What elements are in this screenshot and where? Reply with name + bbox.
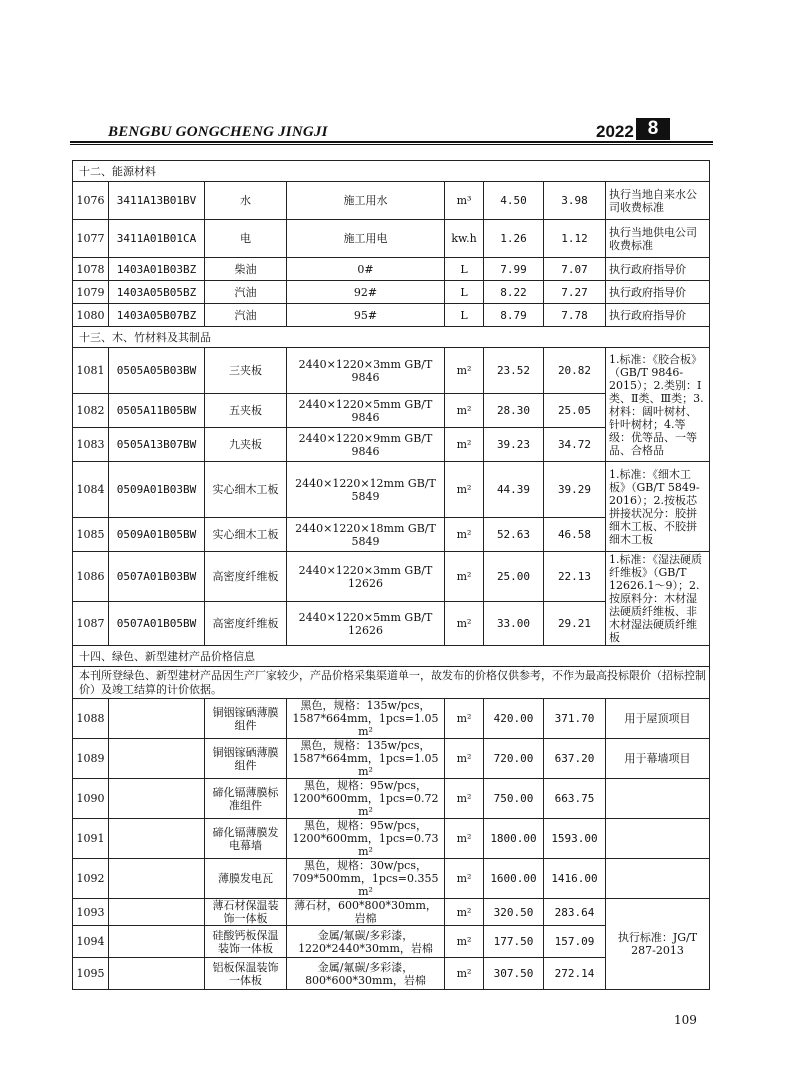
row-name: 实心细木工板 [205, 462, 287, 518]
table-row [73, 739, 710, 779]
row-name: 五夹板 [205, 394, 287, 428]
row-price-tax: 1600.00 [484, 859, 544, 899]
row-spec: 黑色，规格：95w/pcs，1200*600mm，1pcs=0.72 m² [287, 779, 445, 819]
row-unit: m² [445, 462, 484, 518]
row-unit: m² [445, 699, 484, 739]
section-row [73, 646, 710, 667]
row-spec: 金属/氟碳/多彩漆，800*600*30mm，岩棉 [287, 958, 445, 990]
row-price-notax: 25.05 [544, 394, 606, 428]
row-spec: 黑色，规格：135w/pcs，1587*664mm，1pcs=1.05 m² [287, 699, 445, 739]
row-name: 碲化镉薄膜发电幕墙 [205, 819, 287, 859]
row-price-notax: 283.64 [544, 899, 606, 926]
row-price-tax: 320.50 [484, 899, 544, 926]
row-unit: m² [445, 739, 484, 779]
row-spec: 施工用水 [287, 182, 445, 220]
table-row [73, 699, 710, 739]
row-remark: 执行政府指导价 [606, 281, 710, 304]
row-name: 汽油 [205, 304, 287, 327]
row-price-tax: 8.22 [484, 281, 544, 304]
row-code: 0505A13B07BW [109, 428, 205, 462]
row-no: 1094 [73, 926, 109, 958]
row-no: 1092 [73, 859, 109, 899]
row-code: 1403A05B05BZ [109, 281, 205, 304]
group-remark-insulation: 执行标准：JG/T 287-2013 [606, 899, 710, 990]
row-price-notax: 272.14 [544, 958, 606, 990]
section-row [73, 327, 710, 348]
row-unit: m² [445, 926, 484, 958]
row-remark [606, 819, 710, 859]
row-code: 0509A01B03BW [109, 462, 205, 518]
row-no: 1084 [73, 462, 109, 518]
row-unit: m² [445, 428, 484, 462]
row-spec: 黑色，规格：135w/pcs，1587*664mm，1pcs=1.05 m² [287, 739, 445, 779]
row-price-notax: 20.82 [544, 348, 606, 394]
row-price-tax: 33.00 [484, 602, 544, 646]
row-spec: 0# [287, 258, 445, 281]
row-unit: m² [445, 552, 484, 602]
row-price-tax: 750.00 [484, 779, 544, 819]
table-row [73, 348, 710, 394]
row-unit: kw.h [445, 220, 484, 258]
row-no: 1078 [73, 258, 109, 281]
row-name: 三夹板 [205, 348, 287, 394]
row-code: 3411A13B01BV [109, 182, 205, 220]
row-name: 铜铟镓硒薄膜组件 [205, 739, 287, 779]
row-no: 1082 [73, 394, 109, 428]
row-unit: L [445, 304, 484, 327]
row-unit: m² [445, 859, 484, 899]
row-no: 1095 [73, 958, 109, 990]
row-price-notax: 46.58 [544, 518, 606, 552]
row-code: 0509A01B05BW [109, 518, 205, 552]
row-spec: 2440×1220×3mm GB/T 9846 [287, 348, 445, 394]
row-name: 九夹板 [205, 428, 287, 462]
row-price-tax: 39.23 [484, 428, 544, 462]
row-price-notax: 39.29 [544, 462, 606, 518]
row-price-notax: 1593.00 [544, 819, 606, 859]
row-code: 0507A01B05BW [109, 602, 205, 646]
row-no: 1077 [73, 220, 109, 258]
header-rule [70, 141, 713, 143]
row-no: 1090 [73, 779, 109, 819]
row-price-notax: 663.75 [544, 779, 606, 819]
row-name: 硅酸钙板保温装饰一体板 [205, 926, 287, 958]
issue-number: 8 [636, 118, 670, 140]
row-no: 1085 [73, 518, 109, 552]
row-code: 1403A01B03BZ [109, 258, 205, 281]
row-no: 1089 [73, 739, 109, 779]
row-price-notax: 1416.00 [544, 859, 606, 899]
row-unit: m³ [445, 182, 484, 220]
row-unit: m² [445, 899, 484, 926]
table-row [73, 552, 710, 602]
row-spec: 2440×1220×5mm GB/T 9846 [287, 394, 445, 428]
row-unit: L [445, 258, 484, 281]
row-price-tax: 720.00 [484, 739, 544, 779]
row-unit: m² [445, 518, 484, 552]
table-row [73, 779, 710, 819]
row-no: 1079 [73, 281, 109, 304]
row-remark: 执行政府指导价 [606, 258, 710, 281]
row-unit: m² [445, 348, 484, 394]
row-price-tax: 420.00 [484, 699, 544, 739]
row-spec: 95# [287, 304, 445, 327]
row-code [109, 899, 205, 926]
row-code [109, 926, 205, 958]
row-price-tax: 1.26 [484, 220, 544, 258]
row-price-notax: 7.78 [544, 304, 606, 327]
row-price-tax: 8.79 [484, 304, 544, 327]
row-price-notax: 29.21 [544, 602, 606, 646]
row-spec: 2440×1220×3mm GB/T 12626 [287, 552, 445, 602]
table-row [73, 899, 710, 926]
row-code [109, 958, 205, 990]
row-price-notax: 7.27 [544, 281, 606, 304]
row-name: 铝板保温装饰一体板 [205, 958, 287, 990]
row-spec: 黑色，规格：95w/pcs，1200*600mm，1pcs=0.73 m² [287, 819, 445, 859]
issue-year: 2022 [596, 122, 634, 141]
row-price-tax: 44.39 [484, 462, 544, 518]
row-name: 薄石材保温装饰一体板 [205, 899, 287, 926]
row-no: 1081 [73, 348, 109, 394]
row-no: 1091 [73, 819, 109, 859]
row-code [109, 819, 205, 859]
row-remark: 执行当地自来水公司收费标准 [606, 182, 710, 220]
row-unit: m² [445, 602, 484, 646]
table-row [73, 462, 710, 518]
row-price-tax: 28.30 [484, 394, 544, 428]
row-name: 薄膜发电瓦 [205, 859, 287, 899]
section-note: 本刊所登绿色、新型建材产品因生产厂家较少，产品价格采集渠道单一，故发布的价格仅供参考，不作为最高投标限价（招标控制价）及竣工结算的计价依据。 [73, 667, 710, 699]
row-code: 0507A01B03BW [109, 552, 205, 602]
row-name: 汽油 [205, 281, 287, 304]
row-price-tax: 25.00 [484, 552, 544, 602]
row-price-notax: 7.07 [544, 258, 606, 281]
table-row [73, 258, 710, 281]
row-name: 碲化镉薄膜标准组件 [205, 779, 287, 819]
row-no: 1080 [73, 304, 109, 327]
section-note-row [73, 667, 710, 699]
page-number: 109 [674, 1013, 697, 1027]
row-unit: m² [445, 394, 484, 428]
row-no: 1087 [73, 602, 109, 646]
header-rule-thin [70, 144, 713, 145]
row-spec: 2440×1220×12mm GB/T 5849 [287, 462, 445, 518]
section-title: 十三、木、竹材料及其制品 [73, 327, 710, 348]
row-code [109, 699, 205, 739]
row-unit: L [445, 281, 484, 304]
row-name: 铜铟镓硒薄膜组件 [205, 699, 287, 739]
row-price-tax: 1800.00 [484, 819, 544, 859]
row-price-notax: 157.09 [544, 926, 606, 958]
row-price-notax: 637.20 [544, 739, 606, 779]
row-remark: 执行政府指导价 [606, 304, 710, 327]
row-unit: m² [445, 779, 484, 819]
row-code [109, 859, 205, 899]
row-price-tax: 307.50 [484, 958, 544, 990]
row-code [109, 739, 205, 779]
row-code: 0505A11B05BW [109, 394, 205, 428]
journal-name: BENGBU GONGCHENG JINGJI [108, 124, 328, 140]
group-remark-plywood: 1.标准：《胶合板》（GB/T 9846-2015）；2.类别：Ⅰ类、Ⅱ类、Ⅲ类；3.材料：阔叶树材、针叶树材；4.等级：优等品、一等品、合格品 [606, 348, 710, 462]
row-spec: 2440×1220×9mm GB/T 9846 [287, 428, 445, 462]
row-code: 3411A01B01CA [109, 220, 205, 258]
row-no: 1086 [73, 552, 109, 602]
table-row [73, 281, 710, 304]
price-table [72, 160, 710, 990]
group-remark-fiberboard: 1.标准：《湿法硬质纤维板》（GB/T 12626.1～9）；2.按原料分：木材湿法硬质纤维板、非木材湿法硬质纤维板 [606, 552, 710, 646]
row-spec: 2440×1220×5mm GB/T 12626 [287, 602, 445, 646]
row-unit: m² [445, 819, 484, 859]
row-price-notax: 22.13 [544, 552, 606, 602]
row-no: 1088 [73, 699, 109, 739]
row-remark [606, 779, 710, 819]
row-price-notax: 3.98 [544, 182, 606, 220]
row-name: 水 [205, 182, 287, 220]
row-spec: 施工用电 [287, 220, 445, 258]
row-remark: 执行当地供电公司收费标准 [606, 220, 710, 258]
table-row [73, 859, 710, 899]
row-no: 1076 [73, 182, 109, 220]
table-row [73, 819, 710, 859]
row-price-notax: 1.12 [544, 220, 606, 258]
section-row [73, 161, 710, 182]
group-remark-blockboard: 1.标准：《细木工板》（GB/T 5849-2016）；2.按板芯拼接状况分：胶拼细木工板、不胶拼细木工板 [606, 462, 710, 552]
row-spec: 2440×1220×18mm GB/T 5849 [287, 518, 445, 552]
row-remark [606, 859, 710, 899]
row-price-notax: 34.72 [544, 428, 606, 462]
row-spec: 金属/氟碳/多彩漆，1220*2440*30mm，岩棉 [287, 926, 445, 958]
row-code: 0505A05B03BW [109, 348, 205, 394]
row-price-notax: 371.70 [544, 699, 606, 739]
row-code: 1403A05B07BZ [109, 304, 205, 327]
row-price-tax: 52.63 [484, 518, 544, 552]
table-row [73, 304, 710, 327]
row-price-tax: 177.50 [484, 926, 544, 958]
section-title: 十四、绿色、新型建材产品价格信息 [73, 646, 710, 667]
row-name: 电 [205, 220, 287, 258]
section-title: 十二、能源材料 [73, 161, 710, 182]
row-spec: 黑色，规格：30w/pcs，709*500mm，1pcs=0.355 m² [287, 859, 445, 899]
row-remark: 用于幕墙项目 [606, 739, 710, 779]
row-unit: m² [445, 958, 484, 990]
table-row [73, 220, 710, 258]
table-row [73, 182, 710, 220]
row-code [109, 779, 205, 819]
row-spec: 薄石材，600*800*30mm，岩棉 [287, 899, 445, 926]
row-no: 1083 [73, 428, 109, 462]
row-no: 1093 [73, 899, 109, 926]
row-price-tax: 4.50 [484, 182, 544, 220]
row-price-tax: 7.99 [484, 258, 544, 281]
row-name: 柴油 [205, 258, 287, 281]
row-remark: 用于屋顶项目 [606, 699, 710, 739]
row-name: 高密度纤维板 [205, 602, 287, 646]
row-name: 高密度纤维板 [205, 552, 287, 602]
row-price-tax: 23.52 [484, 348, 544, 394]
row-name: 实心细木工板 [205, 518, 287, 552]
row-spec: 92# [287, 281, 445, 304]
